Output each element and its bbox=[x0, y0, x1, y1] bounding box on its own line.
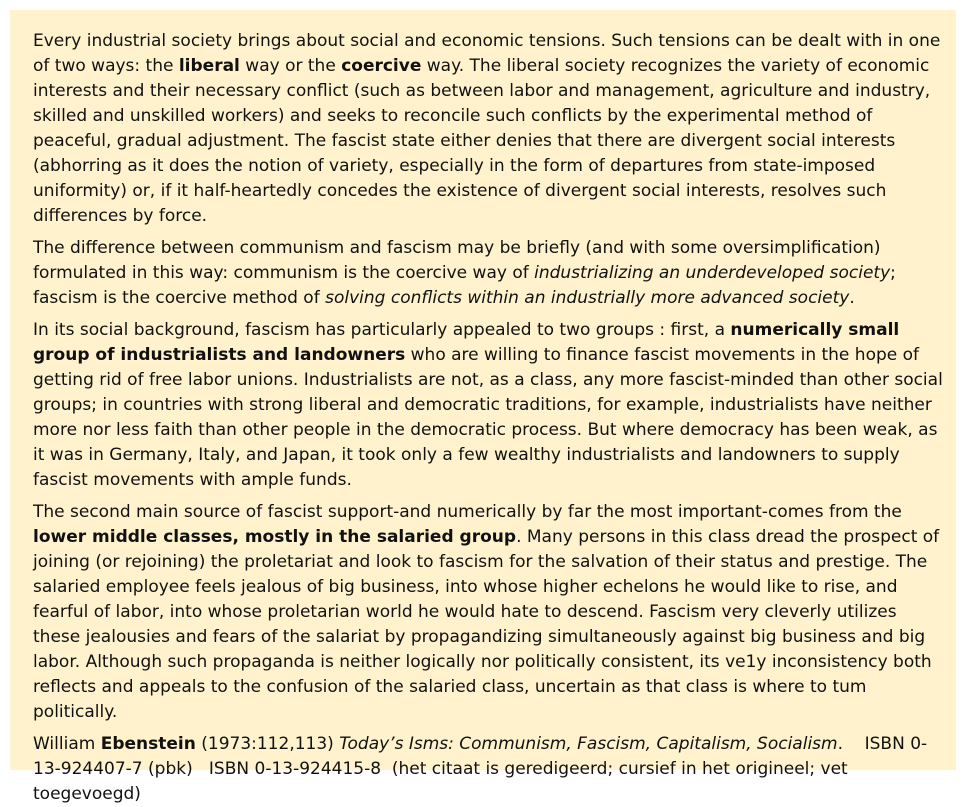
bold-term-liberal: liberal bbox=[178, 56, 240, 76]
citation-book-title: Today’s Isms: Communism, Fascism, Capitalism, Socialism bbox=[339, 734, 838, 754]
text-segment: who are willing to finance fascist movements in the hope of getting rid of free labor unions. Industrialists are not, as a class, any more fascist-minded than other social groups; in countries with strong liberal and democratic traditions, for example, industrialists have neither more nor less faith than other people in the democratic process. But where democracy has been weak, as it was in Germany, Italy, and Japan, it took only a few wealthy industrialists and landowners to supply fascist movements with ample funds. bbox=[33, 345, 943, 490]
italic-phrase-solving-conflicts: solving conflicts within an industrially more advanced society bbox=[325, 288, 850, 308]
paragraph-communism-vs-fascism bbox=[33, 236, 944, 311]
italic-phrase-industrializing: industrializing an underdeveloped society bbox=[534, 263, 891, 283]
text-segment: . Many persons in this class dread the prospect of joining (or rejoining) the proletariat and look to fascism for the salvation of their status and prestige. The salaried employee feels jealous of big business, into whose higher echelons he would like to rise, and fearful of labor, into whose proletarian world he would hate to descend. Fascism very cleverly utilizes these jealousies and fears of the salariat by propagandizing simultaneously against big business and big labor. Although such propaganda is neither logically nor politically consistent, its ve1y inconsistency both reflects and appeals to the confusion of the salaried class, uncertain as that class is where to tum politically. bbox=[33, 527, 940, 722]
bold-term-coercive: coercive bbox=[341, 56, 422, 76]
paragraph-liberal-vs-coercive bbox=[33, 29, 944, 229]
text-segment: . bbox=[849, 288, 855, 308]
text-segment: The difference between communism and fascism may be briefly (and with some oversimplification) formulated in this way: communism is the coercive way of bbox=[33, 238, 881, 283]
text-segment: Every industrial society brings about social and economic tensions. Such tensions can be dealt with in one of two ways: the bbox=[33, 31, 941, 76]
text-segment: way. The liberal society recognizes the variety of economic interests and their necessary conflict (such as between labor and management, agriculture and industry, skilled and unskilled workers) and seeks to reconcile such conflicts by the experimental method of peaceful, gradual adjustment. The fascist state either denies that there are divergent social interests (abhorring as it does the notion of variety, especially in the form of departures from state-imposed uniformity) or, if it half-heartedly concedes the existence of divergent social interests, resolves such differences by force. bbox=[33, 56, 931, 226]
text-segment: The second main source of fascist support-and numerically by far the most important-comes from the bbox=[33, 502, 902, 522]
bold-phrase-lower-middle-classes: lower middle classes, mostly in the salaried group bbox=[33, 527, 517, 547]
citation bbox=[33, 732, 944, 807]
paragraph-lower-middle-classes bbox=[33, 500, 944, 725]
text-segment: In its social background, fascism has particularly appealed to two groups : first, a bbox=[33, 320, 731, 340]
bold-phrase-industrialists: numerically small group of industrialists and landowners bbox=[33, 320, 900, 365]
text-segment: ; fascism is the coercive method of bbox=[33, 263, 896, 308]
paragraph-industrialists bbox=[33, 318, 944, 493]
citation-isbn-note: . ISBN 0-13-924407-7 (pbk) ISBN 0-13-924415-8 (het citaat is geredigeerd; cursief in het origineel; vet toegevoegd) bbox=[33, 734, 928, 804]
citation-year-pages: (1973:112,113) bbox=[195, 734, 340, 754]
citation-author-first: William bbox=[33, 734, 101, 754]
text-segment: way or the bbox=[239, 56, 342, 76]
quote-document bbox=[10, 10, 956, 804]
citation-author-last: Ebenstein bbox=[100, 734, 196, 754]
